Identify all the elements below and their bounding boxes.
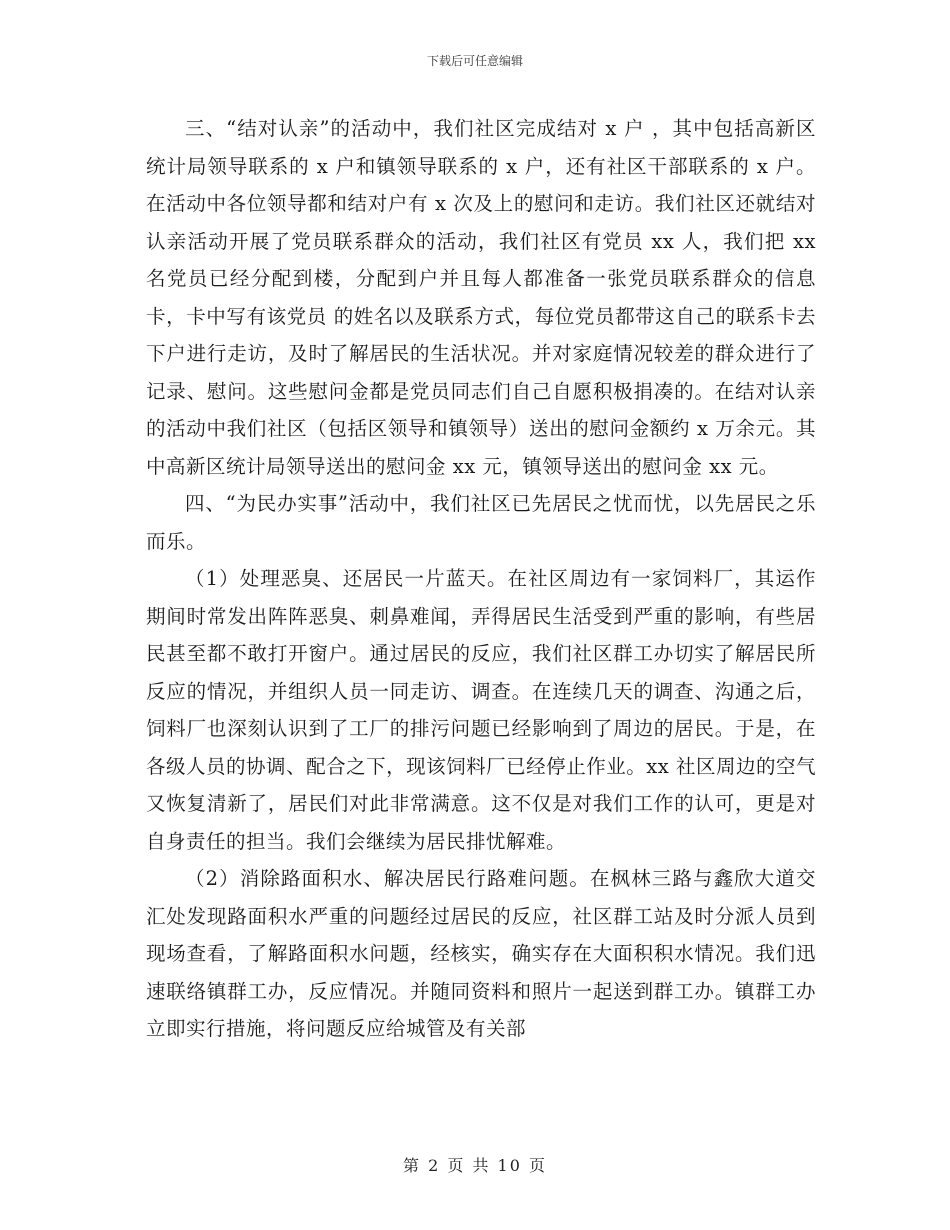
paragraph-section-three: 三、“结对认亲”的活动中，我们社区完成结对 x 户 ，其中包括高新区统计局领导联系的 x 户和镇领导联系的 x 户，还有社区干部联系的 x 户。在活动中各位领导都和结对户有 x 次及上的慰问和走访。我们社区还就结对认亲活动开展了党员联系群众的活动，我们社区有党员 xx 人，我们把 xx 名党员已经分配到楼，分配到户并且每人都准备一张党员联系群众的信息卡，卡中写有该党员 的姓名以及联系方式，每位党员都带这自己的联系卡去下户进行走访，及时了解居民的生活状况。并对家庭情况较差的群众进行了记录、慰问。这些慰问金都是党员同志们自己自愿积极捐凑的。在结对认亲的活动中我们社区（包括区领导和镇领导）送出的慰问金额约 x 万余元。其中高新区统计局领导送出的慰问金 xx 元，镇领导送出的慰问金 xx 元。 <box>146 117 816 478</box>
paragraph-item-two: （2）消除路面积水、解决居民行路难问题。在枫林三路与鑫欣大道交汇处发现路面积水严重的问题经过居民的反应，社区群工站及时分派人员到现场查看，了解路面积水问题，经核实，确实存在大面积积水情况。我们迅速联络镇群工办，反应情况。并随同资料和照片一起送到群工办。镇群工办立即实行措施，将问题反应给城管及有关部 <box>146 867 816 1040</box>
document-body <box>146 110 816 1048</box>
page-number: 第 2 页 共 10 页 <box>403 1156 547 1175</box>
paragraph-item-one: （1）处理恶臭、还居民一片蓝天。在社区周边有一家饲料厂，其运作期间时常发出阵阵恶臭、刺鼻难闻，弄得居民生活受到严重的影响，有些居民甚至都不敢打开窗户。通过居民的反应，我们社区群工办切实了解居民所反应的情况，并组织人员一同走访、调查。在连续几天的调查、沟通之后，饲料厂也深刻认识到了工厂的排污问题已经影响到了周边的居民。于是，在各级人员的协调、配合之下，现该饲料厂已经停止作业。xx 社区周边的空气又恢复清新了，居民们对此非常满意。这不仅是对我们工作的认可，更是对自身责任的担当。我们会继续为居民排忧解难。 <box>146 567 816 853</box>
page-header-note: 下载后可任意编辑 <box>426 54 523 68</box>
paragraph-section-four: 四、“为民办实事”活动中，我们社区已先居民之忧而忧，以先居民之乐而乐。 <box>146 492 816 553</box>
